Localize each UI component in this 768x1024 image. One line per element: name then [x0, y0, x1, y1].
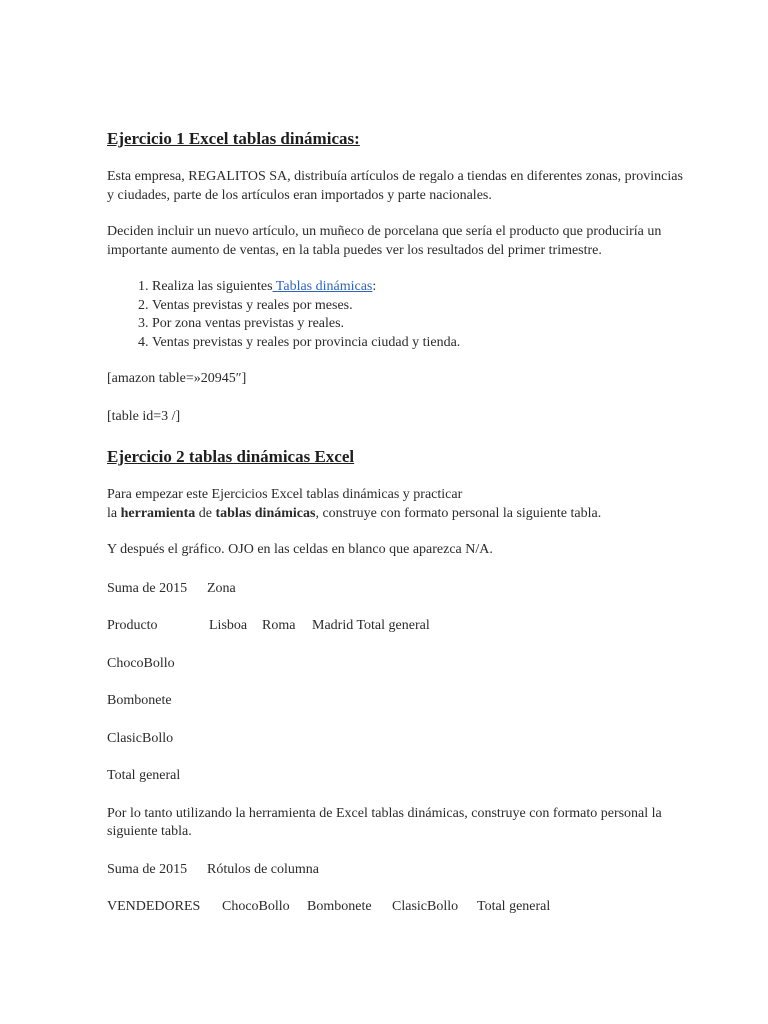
- intro-text: , construye con formato personal la siguiente tabla.: [315, 505, 602, 521]
- table2-summary-row: [107, 861, 687, 880]
- table1-header-row: [107, 617, 687, 636]
- table-row: ChocoBollo: [107, 655, 175, 671]
- table2-header-cell: ClasicBollo: [392, 899, 459, 914]
- table2-header-cell: VENDEDORES: [107, 899, 201, 914]
- document-page: [107, 128, 687, 917]
- table-id-shortcode: [table id=3 /]: [107, 408, 181, 424]
- table2-header-cell: Total general: [477, 899, 551, 914]
- list-item-suffix: :: [372, 279, 377, 294]
- table1-header-cell: Producto: [107, 618, 158, 633]
- table1-summary-row: [107, 580, 687, 599]
- table2-column-label: Rótulos de columna: [207, 861, 319, 877]
- table1-header-cell: Madrid Total general: [312, 618, 430, 633]
- table1-zone-label: Zona: [207, 580, 236, 596]
- intro-text: la: [107, 505, 121, 521]
- exercise-1-title: Ejercicio 1 Excel tablas dinámicas:: [107, 129, 360, 148]
- table-row: Bombonete: [107, 693, 172, 708]
- tablas-dinamicas-link[interactable]: Tablas dinámicas: [272, 279, 373, 294]
- table1-header-cell: Lisboa: [209, 618, 248, 633]
- intro-text: Para empezar este Ejercicios Excel tablas dinámicas y practicar: [107, 487, 463, 502]
- intro-text: de: [195, 505, 216, 521]
- exercise-2-title: Ejercicio 2 tablas dinámicas Excel: [107, 447, 355, 466]
- bold-text-herramienta: herramienta: [120, 505, 196, 521]
- exercise-2-intro-paragraph: [107, 486, 687, 523]
- list-item: 3. Por zona ventas previstas y reales.: [152, 315, 687, 334]
- list-item-text: Realiza las siguientes: [152, 279, 273, 294]
- table2-header-cell: ChocoBollo: [222, 899, 290, 914]
- list-item: 2. Ventas previstas y reales por meses.: [152, 297, 687, 316]
- table2-header-row: [107, 898, 687, 917]
- amazon-table-shortcode: [amazon table=»20945″]: [107, 371, 247, 386]
- bold-text-tablas-dinamicas: tablas dinámicas: [215, 505, 316, 521]
- list-item: 4. Ventas previstas y reales por provincia ciudad y tienda.: [152, 334, 687, 353]
- exercise-1-task-list: [107, 278, 687, 352]
- exercise-2-chart-note: Y después el gráfico. OJO en las celdas en blanco que aparezca N/A.: [107, 542, 493, 557]
- table2-sum-label: Suma de 2015: [107, 861, 188, 877]
- exercise-2-second-table-paragraph: Por lo tanto utilizando la herramienta de Excel tablas dinámicas, construye con formato personal la siguiente tabla.: [107, 805, 662, 839]
- exercise-1-intro-paragraph: Esta empresa, REGALITOS SA, distribuía artículos de regalo a tiendas en diferentes zonas, provincias y ciudades, parte de los artículos eran importados y parte nacionales.: [107, 169, 683, 203]
- table2-header-cell: Bombonete: [307, 899, 372, 914]
- table1-header-cell: Roma: [262, 618, 296, 633]
- list-item: [152, 278, 687, 297]
- table1-sum-label: Suma de 2015: [107, 580, 188, 596]
- exercise-1-context-paragraph: Deciden incluir un nuevo artículo, un muñeco de porcelana que sería el producto que produciría un importante aumento de ventas, en la tabla puedes ver los resultados del primer trimestre.: [107, 224, 662, 258]
- table-row: Total general: [107, 768, 181, 783]
- table-row: ClasicBollo: [107, 730, 174, 746]
